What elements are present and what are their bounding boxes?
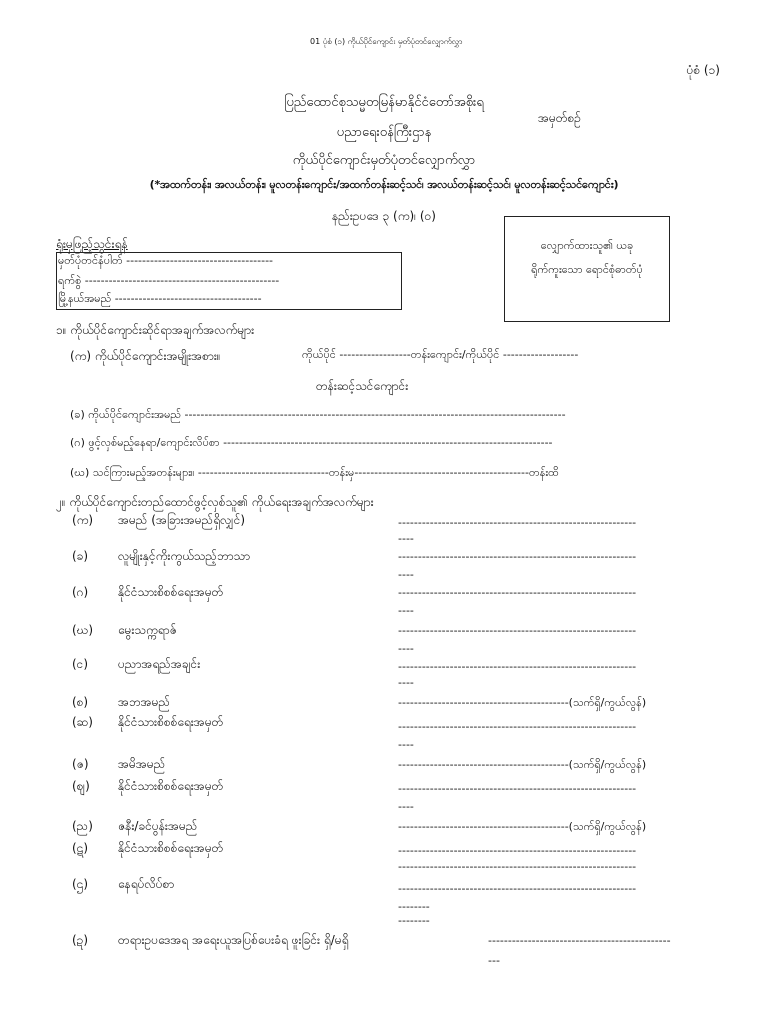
item-value-field[interactable]: ------------------------------------------------------------	[398, 844, 637, 857]
top-caption: 01 ပုံစံ (၁) ကိုယ်ပိုင်ကျောင်း မှတ်ပုံတင်လျှောက်လွှာ	[310, 37, 463, 46]
item-no: (စ)	[72, 695, 89, 709]
date-field[interactable]: ရက်စွဲ -------------------------------------------------	[58, 274, 280, 287]
item-label: တရားဥပဒေအရ အရေးယူအပြစ်ပေးခံရ ဖူးခြင်း ရှိ/မရှိ	[118, 933, 349, 947]
item-label: ပညာအရည်အချင်း	[118, 657, 201, 671]
item-value-field[interactable]: ------------------------------------------------------------	[398, 550, 637, 563]
gov-title: ပြည်ထောင်စုသမ္မတမြန်မာနိုင်ငံတော်အစိုးရ	[284, 95, 484, 110]
item-label: မွေးသက္ကရာဇ်	[118, 623, 177, 637]
item-value-continuation: ----	[398, 604, 414, 617]
item-value-continuation: ------------------------------------------------------------	[398, 882, 637, 895]
item-label: နိုင်ငံသားစိစစ်ရေးအမှတ်	[118, 585, 224, 599]
item-no: (က)	[72, 513, 94, 527]
item-label: နိုင်ငံသားစိစစ်ရေးအမှတ်	[118, 715, 224, 729]
item-no: (ဇ)	[72, 757, 89, 771]
item-value-continuation: ----	[398, 642, 414, 655]
item-no: (ဈ)	[72, 779, 90, 793]
school-type-label: (က) ကိုယ်ပိုင်ကျောင်းအမျိုးအစား။	[70, 349, 221, 363]
school-address-field[interactable]: (ဂ) ဖွင့်လှစ်မည့်နေရာ/ကျောင်းလိပ်စာ -----------------------------------------------------------------------------------	[70, 436, 553, 449]
item-value-field[interactable]: ------------------------------------------------------------	[398, 586, 637, 599]
item-value-field[interactable]: -------------------------------------------(သက်ရှိ/ကွယ်လွန်)	[398, 696, 647, 709]
item-value-continuation: --------	[398, 900, 430, 913]
office-use-heading: ရုံးမှဖြည့်သွင်းရန်	[56, 237, 128, 251]
item-value-continuation: ----	[398, 532, 414, 545]
registration-no-field[interactable]: မှတ်ပုံတင်နံပါတ် -------------------------------------	[58, 254, 274, 267]
item-value-field[interactable]: ------------------------------------------------------------	[398, 624, 637, 637]
item-no: (ဌ)	[72, 877, 89, 891]
item-value-field[interactable]: ----------------------------------------------	[488, 934, 671, 947]
item-value-field[interactable]: -------------------------------------------(သက်ရှိ/ကွယ်လွန်)	[398, 820, 647, 833]
school-name-field[interactable]: (ခ) ကိုယ်ပိုင်ကျောင်းအမည် ------------------------------------------------------------------------------------------------	[70, 408, 566, 421]
school-type-field-line2: တန်းဆင့်သင်ကျောင်း	[316, 379, 409, 393]
item-value-field[interactable]: -------------------------------------------(သက်ရှိ/ကွယ်လွန်)	[398, 758, 647, 771]
item-value-field[interactable]: ------------------------------------------------------------	[398, 782, 637, 795]
item-label: အမည် (အခြားအမည်ရှိလျှင်)	[118, 513, 246, 527]
item-label: အမိအမည်	[118, 757, 166, 771]
item-value-continuation: ----	[398, 676, 414, 689]
photo-box-line2: ရိုက်ကူးသော ရောင်စုံဓာတ်ပုံ	[531, 263, 643, 276]
ministry-title: ပညာရေးဝန်ကြီးဌာန	[336, 125, 432, 140]
section2-heading: ၂။ ကိုယ်ပိုင်ကျောင်းတည်ထောင်ဖွင့်လှစ်သူ၏ ကိုယ်ရေးအချက်အလက်များ	[56, 495, 374, 509]
item-value-continuation: ---	[488, 954, 500, 967]
item-no: (ဃ)	[72, 623, 94, 637]
item-value-continuation: ----	[398, 568, 414, 581]
item-label: နေရပ်လိပ်စာ	[118, 877, 175, 891]
item-label: လူမျိုးနှင့်ကိုးကွယ်သည့်ဘာသာ	[118, 549, 251, 563]
item-label: နိုင်ငံသားစိစစ်ရေးအမှတ်	[118, 841, 224, 855]
item-label: နိုင်ငံသားစိစစ်ရေးအမှတ်	[118, 779, 224, 793]
item-no: (ဆ)	[72, 715, 93, 729]
grades-field[interactable]: (ဃ) သင်ကြားမည့်အတန်းများ။ ---------------------------------တန်းမှ--------------------------------------------တန်းထိ	[70, 466, 559, 479]
item-no: (ဍ)	[72, 933, 89, 947]
school-types-line: (*အထက်တန်း၊ အလယ်တန်း၊ မူလတန်းကျောင်း/အထက်တန်းဆင့်သင်၊ အလယ်တန်းဆင့်သင်၊ မူလတန်းဆင့်သင်ကျောင်း)	[149, 178, 619, 191]
section1-heading: ၁။ ကိုယ်ပိုင်ကျောင်းဆိုင်ရာအချက်အလက်များ	[56, 323, 255, 337]
item-value-continuation: --------	[398, 914, 430, 927]
item-value-field[interactable]: ------------------------------------------------------------	[398, 660, 637, 673]
item-no: (ည)	[72, 819, 93, 833]
rule-reference: နည်းဥပဒေ ၃ (က)၊ (၀)	[332, 209, 436, 223]
item-value-field[interactable]: ------------------------------------------------------------	[398, 720, 637, 733]
township-field[interactable]: မြို့နယ်အမည် -------------------------------------	[58, 292, 262, 305]
item-label: ဇနီး/ခင်ပွန်းအမည်	[118, 819, 198, 833]
item-no: (င)	[72, 657, 89, 671]
school-type-field[interactable]: ကိုယ်ပိုင် ------------------တန်းကျောင်း/ကိုယ်ပိုင် -------------------	[302, 348, 579, 361]
item-label: အဘအမည်	[118, 695, 171, 709]
form-title: ကိုယ်ပိုင်ကျောင်းမှတ်ပုံတင်လျှောက်လွှာ	[292, 153, 476, 168]
item-value-field[interactable]: ------------------------------------------------------------	[398, 516, 637, 529]
item-value-field[interactable]: ------------------------------------------------------------	[398, 860, 637, 873]
item-no: (ခ)	[72, 549, 89, 563]
photo-box	[504, 216, 670, 322]
serial-label: အမှတ်စဉ်	[538, 111, 581, 125]
photo-box-line1: လျှောက်ထားသူ၏ ယခု	[540, 239, 634, 252]
item-no: (ဋ)	[72, 841, 89, 855]
item-no: (ဂ)	[72, 585, 89, 599]
form-number: ပုံစံ (၁)	[686, 63, 720, 77]
item-value-continuation: ----	[398, 800, 414, 813]
item-value-continuation: ----	[398, 738, 414, 751]
